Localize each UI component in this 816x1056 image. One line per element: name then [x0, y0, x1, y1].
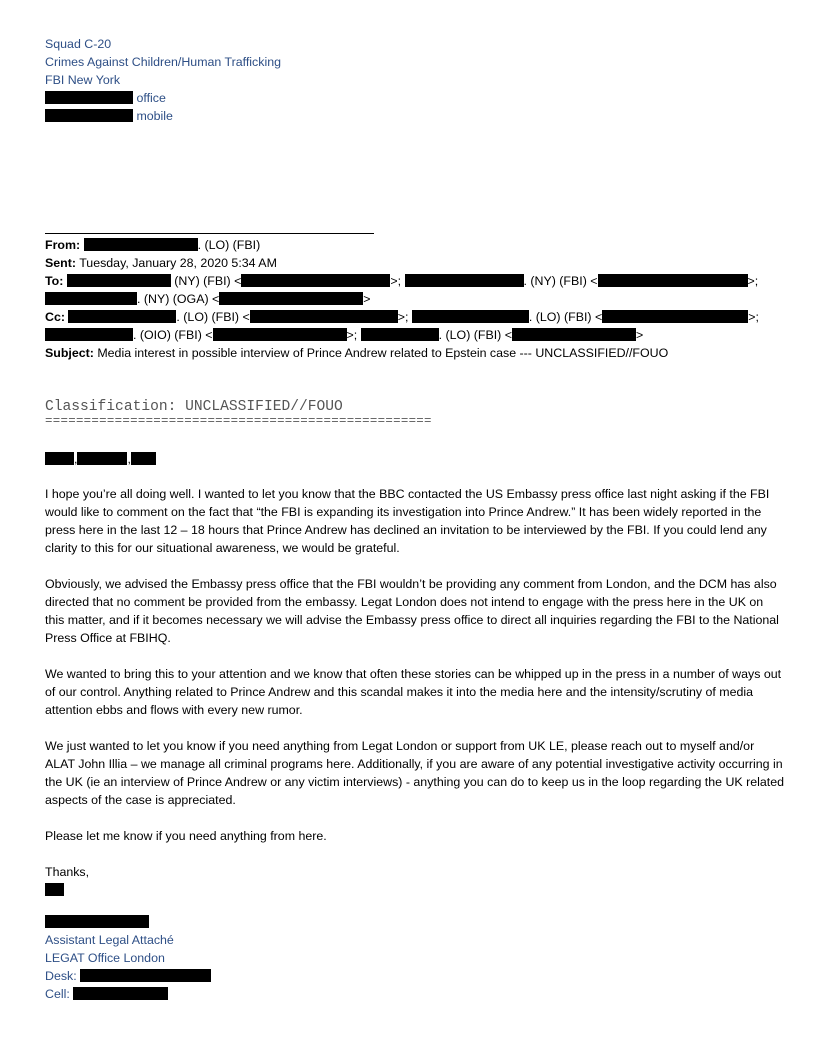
closing-line: Thanks, [45, 865, 90, 879]
cell-phone-line [45, 985, 785, 1003]
cc-label: Cc: [45, 310, 65, 324]
redaction-box [45, 328, 133, 341]
body-paragraph-2: Obviously, we advised the Embassy press office that the FBI wouldn’t be providing any comment from London, and the DCM has also directed that no comment be provided from the embassy. Legat London does not intend to engage with the press here in the UK on this matter, and if it becomes necessary we will advise the Embassy press office to direct all inquiries regarding the FBI to the National Press Office at FBIHQ. [45, 577, 779, 645]
greeting-comma: , [127, 452, 131, 466]
redaction-box [512, 328, 636, 341]
mobile-phone-line [45, 107, 785, 125]
sent-line [45, 254, 785, 272]
signer-title: Assistant Legal Attaché [45, 933, 174, 947]
to-line-2 [45, 290, 785, 308]
redaction-box [602, 310, 748, 323]
classification-rule: ================================================== [45, 414, 432, 428]
desk-phone-line [45, 967, 785, 985]
redaction-box [84, 238, 198, 251]
squad-line: Squad C-20 [45, 37, 112, 51]
office-phone-line [45, 89, 785, 107]
signer-office: LEGAT Office London [45, 951, 165, 965]
to-fragment: > [363, 292, 371, 306]
body-paragraph-1: I hope you’re all doing well. I wanted to let you know that the BBC contacted the US Embassy press office last night asking if the FBI would like to comment on the fact that “the FBI is expanding its investigation into Prince Andrew.” It has been widely reported in the press here in the last 12 – 18 hours that Prince Andrew has declined an invitation to be interviewed by the FBI. If you could lend any clarity to this for our situational awareness, we would be grateful. [45, 487, 770, 555]
redaction-box [73, 987, 168, 1000]
classification-banner [45, 398, 785, 426]
cc-fragment: . (LO) (FBI) < [438, 328, 512, 342]
cc-line-2 [45, 326, 785, 344]
cell-label: Cell: [45, 987, 70, 1001]
sender-signature-block [45, 35, 785, 125]
cc-fragment: . (LO) (FBI) < [176, 310, 250, 324]
to-fragment: . (NY) (OGA) < [137, 292, 220, 306]
signer-initials [45, 881, 785, 899]
email-body [45, 485, 785, 899]
redaction-box [250, 310, 398, 323]
redaction-box [80, 969, 211, 982]
to-fragment: . (NY) (FBI) < [523, 274, 598, 288]
from-line [45, 236, 785, 254]
cc-fragment: >; [748, 310, 759, 324]
desk-label: Desk: [45, 969, 77, 983]
redaction-box [213, 328, 347, 341]
cc-fragment: . (LO) (FBI) < [528, 310, 603, 324]
from-label: From: [45, 238, 81, 252]
unit-line: Crimes Against Children/Human Trafficking [45, 55, 281, 69]
email-header [45, 236, 785, 362]
redaction-box [412, 310, 529, 323]
mobile-label: mobile [136, 109, 173, 123]
subject-line [45, 344, 785, 362]
office-label: office [136, 91, 166, 105]
field-office-line: FBI New York [45, 73, 121, 87]
body-paragraph-4: We just wanted to let you know if you need anything from Legat London or support from UK LE, please reach out to myself and/or ALAT John Illia – we manage all criminal programs here. Additionally, if you are aware of any potential investigative activity occurring in the UK (ie an interview of Prince Andrew or any victim interviews) - anything you can do to keep us in the loop regarding the UK related aspects of the case is appreciated. [45, 739, 785, 807]
subject-value: Media interest in possible interview of Prince Andrew related to Epstein case --- UNCLASSIFIED//FOUO [97, 346, 669, 360]
cc-fragment: > [635, 328, 644, 342]
cc-fragment: >; [346, 328, 358, 342]
redaction-box [45, 883, 64, 896]
subject-label: Subject: [45, 346, 94, 360]
redaction-box [45, 109, 133, 122]
to-fragment: >; [747, 274, 759, 288]
cc-fragment: >; [397, 310, 409, 324]
body-paragraph-3: We wanted to bring this to your attention and we know that often these stories can be whipped up in the press in a number of ways out of our control. Anything related to Prince Andrew and this scandal makes it into the media here and the intensity/scrutiny of media attention ebbs and flows with every new rumor. [45, 667, 782, 717]
redaction-box [45, 452, 74, 465]
to-line-1 [45, 272, 785, 290]
signer-name-line [45, 913, 785, 931]
redaction-box [219, 292, 363, 305]
cc-line-1 [45, 308, 785, 326]
redaction-box [68, 310, 176, 323]
redaction-box [361, 328, 439, 341]
sent-label: Sent: [45, 256, 76, 270]
body-paragraph-5: Please let me know if you need anything from here. [45, 829, 327, 843]
redaction-box [131, 452, 156, 465]
sent-value: Tuesday, January 28, 2020 5:34 AM [79, 256, 277, 270]
to-fragment: >; [390, 274, 402, 288]
redaction-box [77, 452, 127, 465]
redaction-box [45, 292, 137, 305]
to-fragment: (NY) (FBI) < [174, 274, 242, 288]
redaction-box [67, 274, 171, 287]
redaction-box [45, 91, 133, 104]
from-value: . (LO) (FBI) [197, 238, 261, 252]
classification-text: Classification: UNCLASSIFIED//FOUO [45, 399, 343, 415]
greeting-line [45, 450, 785, 468]
redaction-box [45, 915, 149, 928]
email-document [45, 35, 785, 1003]
cc-fragment: . (OIO) (FBI) < [133, 328, 213, 342]
redaction-box [405, 274, 524, 287]
greeting-comma: , [74, 452, 78, 466]
to-label: To: [45, 274, 64, 288]
legat-signature-block [45, 913, 785, 1003]
header-separator [45, 233, 374, 234]
redaction-box [598, 274, 748, 287]
redaction-box [241, 274, 390, 287]
